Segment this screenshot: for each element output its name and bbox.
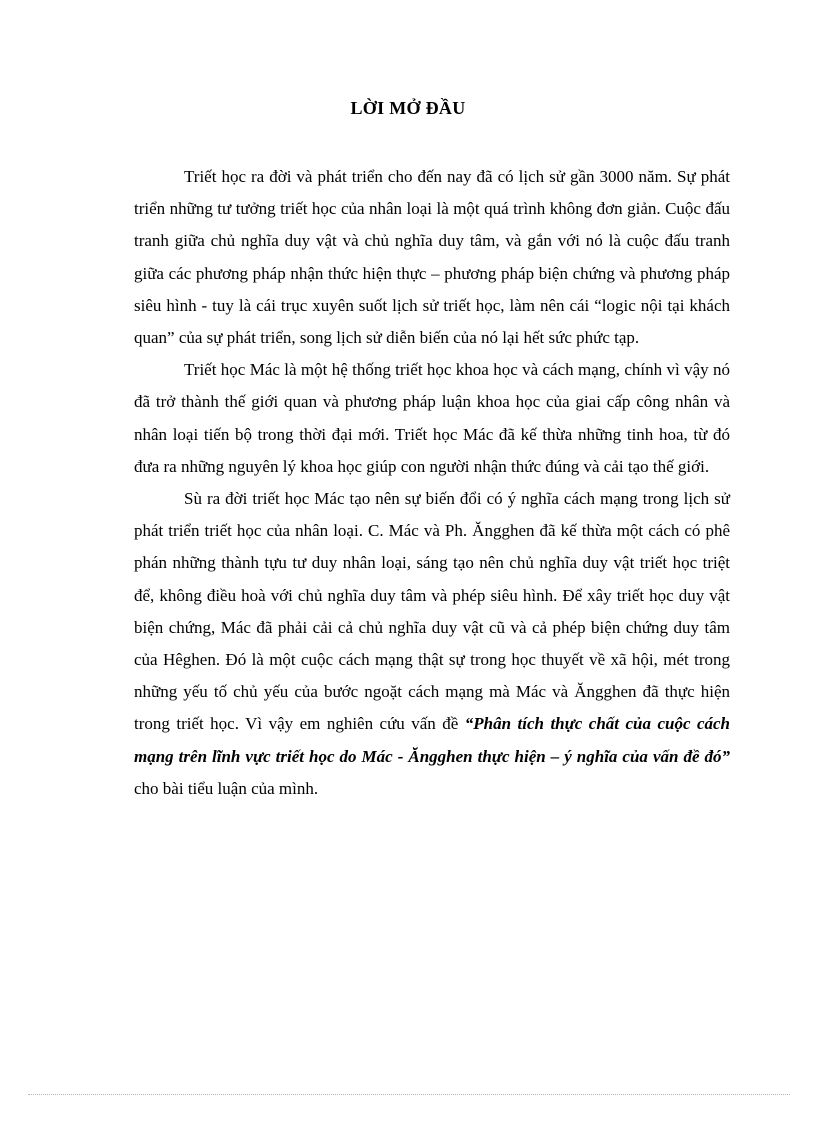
paragraph-3-ending: cho bài tiểu luận của mình. xyxy=(134,778,319,798)
document-body xyxy=(134,161,730,805)
paragraph-3 xyxy=(134,483,730,805)
page-title: LỜI MỞ ĐẦU xyxy=(350,98,466,118)
paragraph-2: Triết học Mác là một hệ thống triết học khoa học và cách mạng, chính vì vậy nó đã trở thành thế giới quan và phương pháp luận khoa học của giai cấp công nhân và nhân loại tiến bộ trong thời đại mới. Triết học Mác đã kế thừa những tinh hoa, từ đó đưa ra những nguyên lý khoa học giúp con người nhận thức đúng và cải tạo thế giới. xyxy=(134,360,730,476)
topic-title-emphasis: “Phân tích thực chất của cuộc cách mạng trên lĩnh vực triết học do Mác - Ăngghen thực hiện – ý nghĩa của vấn đề đó” xyxy=(134,714,730,766)
footer-divider xyxy=(28,1094,790,1095)
paragraph-1: Triết học ra đời và phát triển cho đến nay đã có lịch sử gần 3000 năm. Sự phát triển những tư tưởng triết học của nhân loại là một quá trình không đơn giản. Cuộc đấu tranh giữa chủ nghĩa duy vật và chủ nghĩa duy tâm, và gắn với nó là cuộc đấu tranh giữa các phương pháp nhận thức hiện thực – phương pháp biện chứng và phương pháp siêu hình - tuy là cái trục xuyên suốt lịch sử triết học, làm nên cái “logic nội tại khách quan” của sự phát triển, song lịch sử diễn biến của nó lại hết sức phức tạp. xyxy=(134,167,730,348)
paragraph-3-text: Sù ra đời triết học Mác tạo nên sự biến đổi có ý nghĩa cách mạng trong lịch sử phát triển triết học của nhân loại. C. Mác và Ph. Ăngghen đã kế thừa một cách có phê phán những thành tựu tư duy nhân loại, sáng tạo nên chủ nghĩa duy vật triết học triệt để, không điều hoà với chủ nghĩa duy tâm và phép siêu hình. Để xây triết học duy vật biện chứng, Mác đã phải cải cả chủ nghĩa duy vật cũ và cả phép biện chứng duy tâm của Hêghen. Đó là một cuộc cách mạng thật sự trong học thuyết về xã hội, mét trong những yếu tố chủ yếu của bước ngoặt cách mạng mà Mác và Ăngghen đã thực hiện trong triết học. Vì vậy em nghiên cứu vấn đề xyxy=(134,489,730,734)
